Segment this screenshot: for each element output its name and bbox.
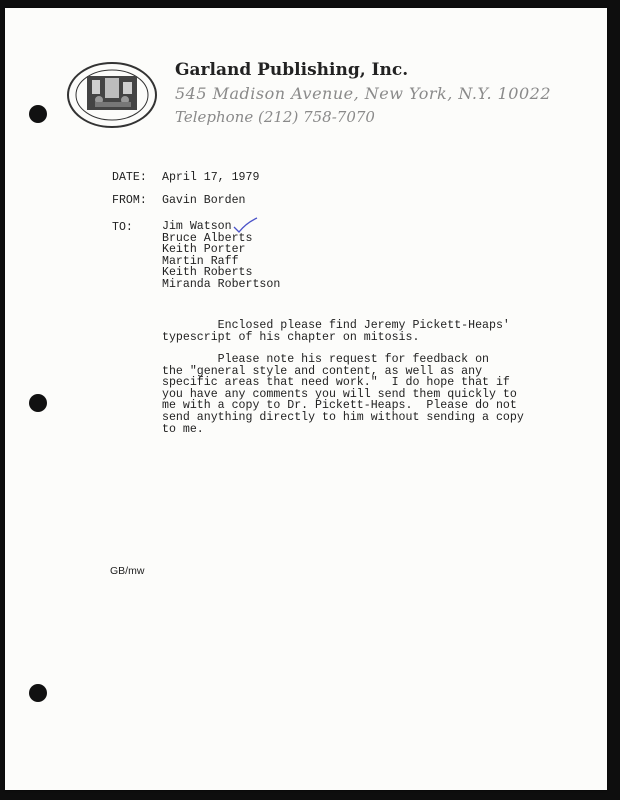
paragraph-2 xyxy=(162,354,532,435)
binder-hole-middle xyxy=(29,394,47,412)
paragraph-line: the "general style and content, as well as any xyxy=(162,364,483,378)
company-telephone: Telephone (212) 758-7070 xyxy=(175,108,375,126)
paragraph-line: specific areas that need work." I do hope that if xyxy=(162,376,510,390)
company-address: 545 Madison Avenue, New York, N.Y. 10022 xyxy=(175,84,552,103)
recipient-item: Jim Watson xyxy=(162,220,232,233)
to-label: TO: xyxy=(112,221,133,234)
paragraph-line: Enclosed please find Jeremy Pickett-Heaps' xyxy=(162,319,510,332)
company-seal-logo xyxy=(65,60,159,130)
handwritten-checkmark-icon xyxy=(232,217,258,233)
paragraph-1 xyxy=(162,320,532,343)
letter-page xyxy=(5,8,607,790)
paragraph-line: me with a copy to Dr. Pickett-Heaps. Please do not xyxy=(162,399,517,413)
recipient-item: Keith Roberts xyxy=(162,266,253,279)
recipient-item: Miranda Robertson xyxy=(162,277,281,291)
from-label: FROM: xyxy=(112,194,147,207)
typist-initials: GB/mw xyxy=(110,565,145,577)
paragraph-line: typescript of his chapter on mitosis. xyxy=(162,330,420,344)
paragraph-line: send anything directly to him without sending a copy xyxy=(162,410,524,424)
recipient-item: Martin Raff xyxy=(162,254,239,268)
recipient-item: Bruce Alberts xyxy=(162,231,253,245)
company-name: Garland Publishing, Inc. xyxy=(175,60,409,80)
recipient-list xyxy=(162,221,280,290)
paragraph-line: you have any comments you will send them quickly to xyxy=(162,387,517,401)
date-label: DATE: xyxy=(112,171,147,184)
paragraph-line: Please note his request for feedback on xyxy=(162,353,489,366)
binder-hole-bottom xyxy=(29,684,47,702)
paragraph-line: to me. xyxy=(162,422,204,436)
recipient-item: Keith Porter xyxy=(162,243,246,256)
binder-hole-top xyxy=(29,105,47,123)
from-value: Gavin Borden xyxy=(162,194,246,207)
date-value: April 17, 1979 xyxy=(162,171,260,184)
